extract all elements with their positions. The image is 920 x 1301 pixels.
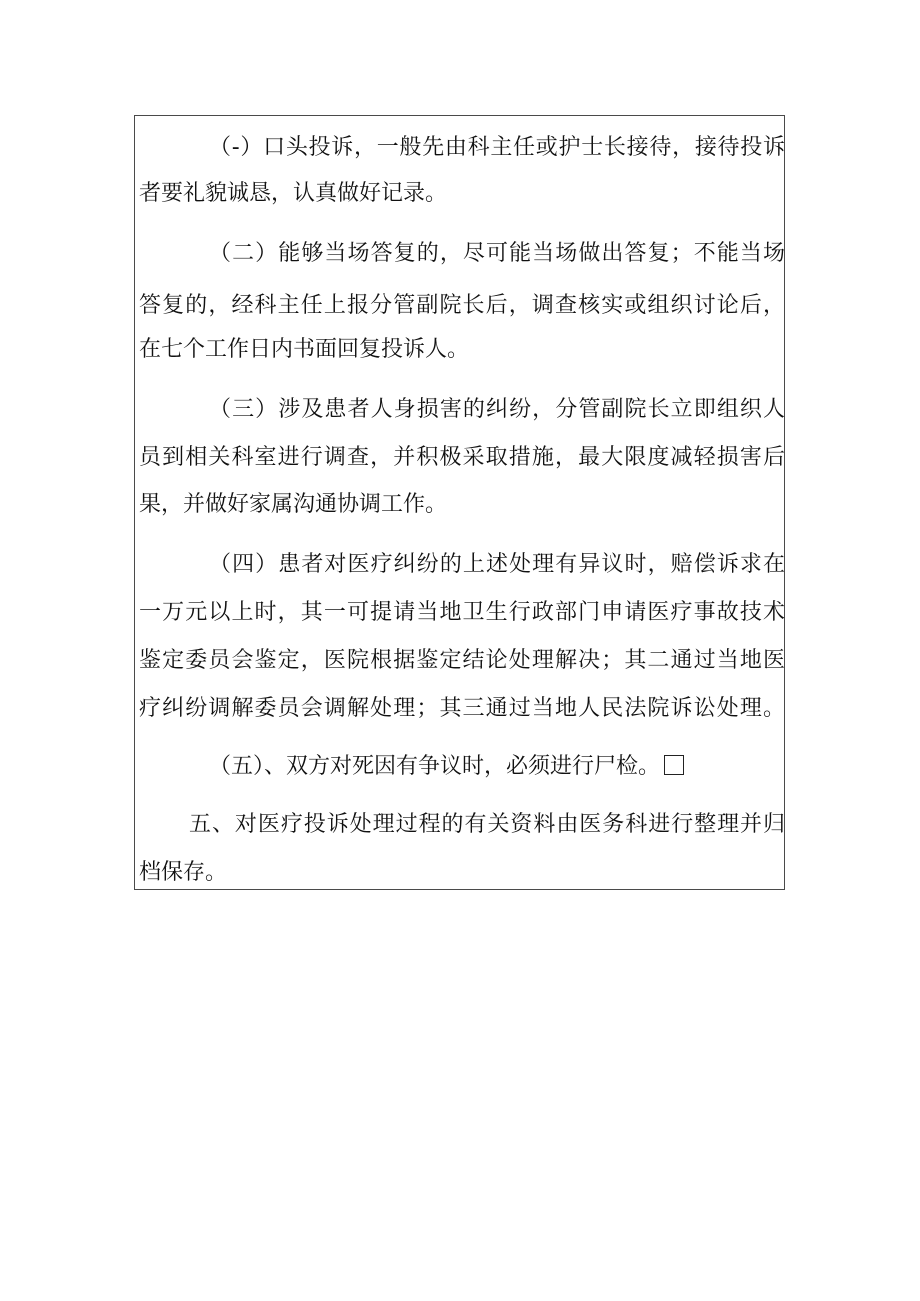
item-1-line-2: 者要礼貌诚恳，认真做好记录。 (139, 181, 448, 206)
item-6-line-1: 五、对医疗投诉处理过程的有关资料由医务科进行整理并归 (189, 812, 785, 837)
item-1-line-1: （-）口头投诉，一般先由科主任或护士长接待，接待投诉 (209, 135, 785, 160)
document-box (134, 115, 785, 890)
item-2-line-1: （二）能够当场答复的，尽可能当场做出答复；不能当场 (209, 241, 785, 266)
item-2-line-3: 在七个工作日内书面回复投诉人。 (139, 337, 470, 362)
item-3-line-1: （三）涉及患者人身损害的纠纷，分管副院长立即组织人 (209, 397, 785, 422)
item-3-line-2: 员到相关科室进行调查，并积极采取措施，最大限度减轻损害后 (139, 445, 785, 470)
item-4-line-1: （四）患者对医疗纠纷的上述处理有异议时，赔偿诉求在 (209, 552, 785, 577)
item-6-line-2: 档保存。 (139, 860, 228, 885)
item-2-line-2: 答复的，经科主任上报分管副院长后，调查核实或组织讨论后， (139, 293, 785, 318)
item-3-line-3: 果，并做好家属沟通协调工作。 (139, 492, 448, 517)
item-4-line-4: 疗纠纷调解委员会调解处理；其三通过当地人民法院诉讼处理。 (139, 696, 785, 721)
item-4-line-2: 一万元以上时，其一可提请当地卫生行政部门申请医疗事故技术 (139, 600, 785, 625)
item-5-line-1 (139, 747, 785, 787)
item-5-text: （五）、双方对死因有争议时，必须进行尸检。 (209, 754, 661, 779)
checkbox-square-icon (664, 755, 684, 775)
item-4-line-3: 鉴定委员会鉴定，医院根据鉴定结论处理解决；其二通过当地医 (139, 648, 785, 673)
